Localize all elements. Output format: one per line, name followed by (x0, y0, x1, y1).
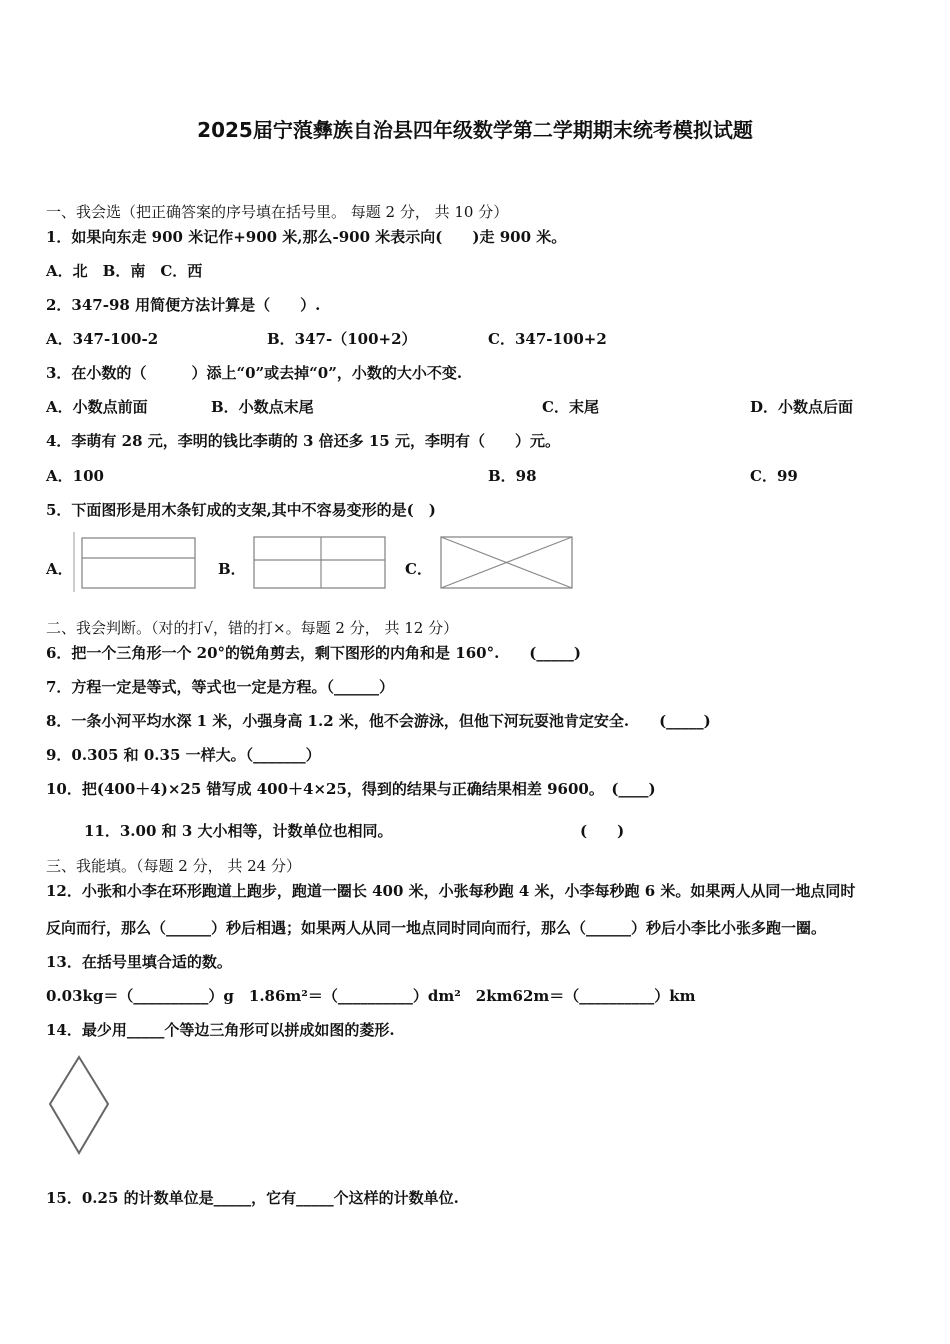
question-8: 8．一条小河平均水深 1 米，小强身高 1.2 米，他不会游泳，但他下河玩耍池肯定安全. (_____) (46, 712, 711, 730)
question-12-line2: 反向而行，那么（______）秒后相遇；如果两人从同一地点同时同向而行，那么（______）秒后小李比小张多跑一圈。 (46, 919, 827, 937)
question-1: 1．如果向东走 900 米记作+900 米,那么-900 米表示向( )走 900 米。 (46, 228, 567, 246)
question-3-option-c: C．末尾 (542, 398, 599, 416)
question-5-option-c: C． (405, 560, 432, 578)
section1-heading: 一、我会选（把正确答案的序号填在括号里。 每题 2 分， 共 10 分） (46, 203, 509, 221)
question-2: 2．347-98 用简便方法计算是（ ）. (46, 296, 321, 314)
question-9: 9．0.305 和 0.35 一样大。（_______） (46, 746, 321, 764)
question-4-option-c: C．99 (750, 467, 798, 485)
section2-heading: 二、我会判断。（对的打√，错的打×。每题 2 分， 共 12 分） (46, 619, 459, 637)
frame-figure-c (439, 535, 575, 591)
frame-figure-b (252, 535, 388, 591)
question-5: 5．下面图形是用木条钉成的支架,其中不容易变形的是( ) (46, 501, 436, 519)
page-title: 2025届宁蒗彝族自治县四年级数学第二学期期末统考模拟试题 (197, 118, 753, 142)
frame-figure-a (73, 530, 198, 594)
question-5-option-b: B． (218, 560, 246, 578)
question-4: 4．李萌有 28 元，李明的钱比李萌的 3 倍还多 15 元，李明有（ ）元。 (46, 432, 560, 450)
question-14: 14．最少用_____个等边三角形可以拼成如图的菱形. (46, 1021, 395, 1039)
question-5-option-a: A． (46, 560, 73, 578)
question-1-options: A．北 B．南 C．西 (46, 262, 203, 280)
question-13: 13．在括号里填合适的数。 (46, 953, 232, 971)
question-11: 11．3.00 和 3 大小相等，计数单位也相同。 (84, 822, 393, 840)
question-3-option-b: B．小数点末尾 (211, 398, 314, 416)
question-3: 3．在小数的（ ）添上“0”或去掉“0”，小数的大小不变. (46, 364, 463, 382)
rhombus-figure (46, 1054, 112, 1158)
section3-heading: 三、我能填。（每题 2 分， 共 24 分） (46, 857, 301, 875)
question-4-option-a: A．100 (46, 467, 104, 485)
question-15: 15．0.25 的计数单位是_____，它有_____个这样的计数单位. (46, 1189, 459, 1207)
question-2-option-c: C．347-100+2 (488, 330, 607, 348)
question-7: 7．方程一定是等式，等式也一定是方程。（______） (46, 678, 394, 696)
question-3-option-a: A．小数点前面 (46, 398, 148, 416)
question-6: 6．把一个三角形一个 20°的锐角剪去，剩下图形的内角和是 160°. (_____) (46, 644, 581, 662)
question-4-option-b: B．98 (488, 467, 537, 485)
question-11-blank: ( ) (580, 822, 625, 840)
question-2-option-b: B．347-（100+2） (267, 330, 417, 348)
question-2-option-a: A．347-100-2 (46, 330, 159, 348)
question-10: 10．把(400＋4)×25 错写成 400＋4×25，得到的结果与正确结果相差 9600。 (____) (46, 780, 656, 798)
question-3-option-d: D．小数点后面 (750, 398, 854, 416)
question-13-blanks: 0.03kg＝（__________）g 1.86m²＝（__________）dm² 2km62m＝（__________）km (46, 987, 696, 1005)
question-12-line1: 12．小张和小李在环形跑道上跑步，跑道一圈长 400 米，小张每秒跑 4 米，小李每秒跑 6 米。如果两人从同一地点同时 (46, 882, 856, 900)
